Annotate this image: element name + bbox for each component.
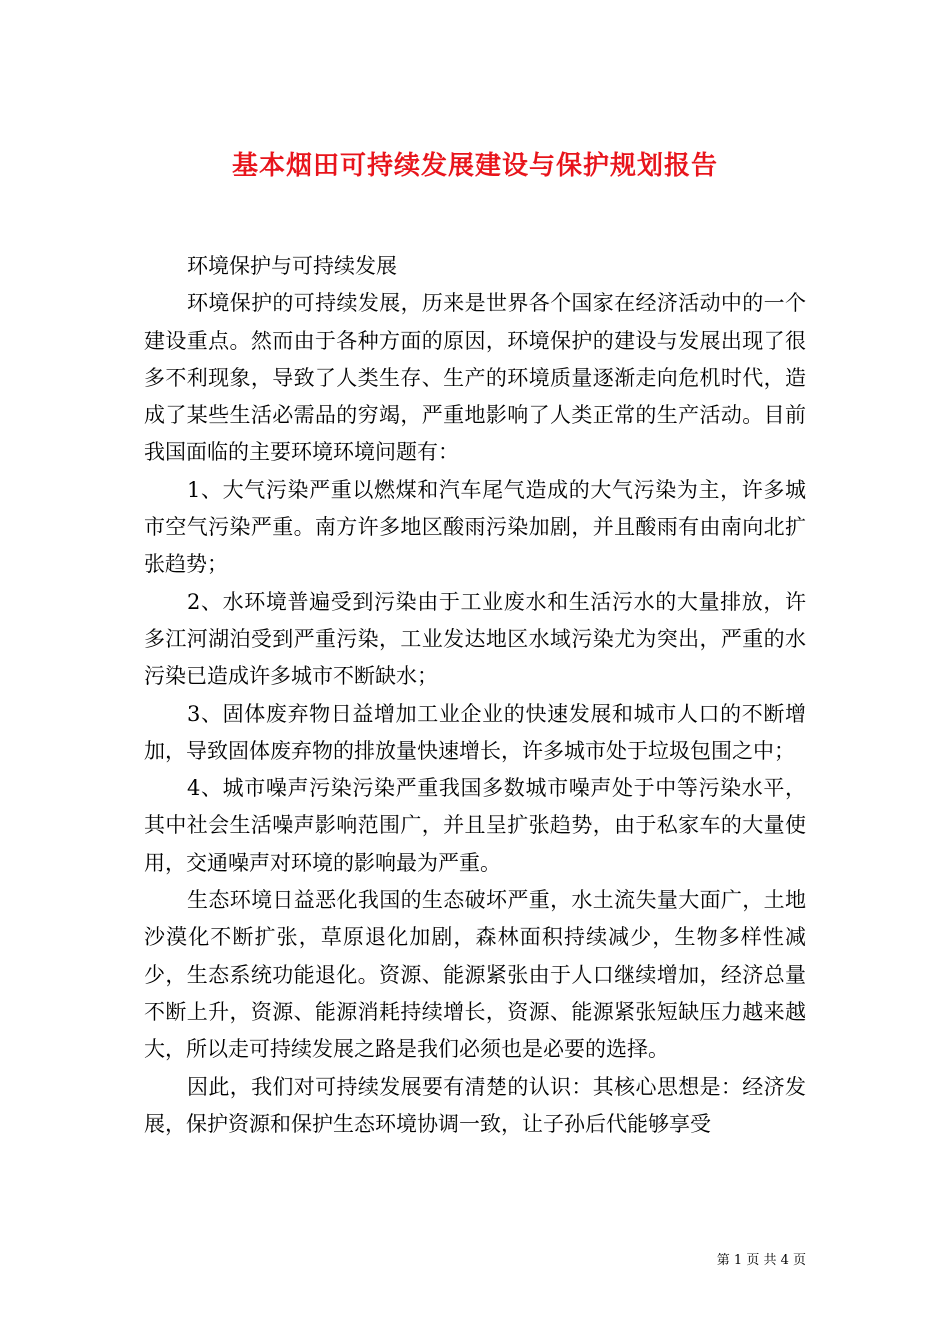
paragraph-solid-waste: 3、固体废弃物日益增加工业企业的快速发展和城市人口的不断增加，导致固体废弃物的排放量快速增长，许多城市处于垃圾包围之中； (144, 701, 806, 763)
document-title: 基本烟田可持续发展建设与保护规划报告 (231, 151, 718, 182)
paragraph-noise-pollution: 4、城市噪声污染污染严重我国多数城市噪声处于中等污染水平，其中社会生活噪声影响范围广，并且呈扩张趋势，由于私家车的大量使用，交通噪声对环境的影响最为严重。 (144, 776, 806, 875)
paragraph-intro: 环境保护的可持续发展，历来是世界各个国家在经济活动中的一个建设重点。然而由于各种方面的原因，环境保护的建设与发展出现了很多不利现象，导致了人类生存、生产的环境质量逐渐走向危机时代，造成了某些生活必需品的穷竭，严重地影响了人类正常的生产活动。目前我国面临的主要环境环境问题有： (144, 291, 806, 465)
paragraph-ecology: 生态环境日益恶化我国的生态破坏严重，水土流失量大面广，土地沙漠化不断扩张，草原退化加剧，森林面积持续减少，生物多样性减少，生态系统功能退化。资源、能源紧张由于人口继续增加，经济总量不断上升，资源、能源消耗持续增长，资源、能源紧张短缺压力越来越大，所以走可持续发展之路是我们必须也是必要的选择。 (144, 888, 806, 1062)
paragraph-conclusion: 因此，我们对可持续发展要有清楚的认识：其核心思想是：经济发展，保护资源和保护生态环境协调一致，让子孙后代能够享受 (144, 1074, 806, 1136)
paragraph-air-pollution: 1、大气污染严重以燃煤和汽车尾气造成的大气污染为主，许多城市空气污染严重。南方许多地区酸雨污染加剧，并且酸雨有由南向北扩张趋势； (144, 477, 806, 577)
paragraph-water-pollution: 2、水环境普遍受到污染由于工业废水和生活污水的大量排放，许多江河湖泊受到严重污染，工业发达地区水域污染尤为突出，严重的水污染已造成许多城市不断缺水； (144, 589, 806, 689)
document-body (144, 248, 806, 1143)
section-heading: 环境保护与可持续发展 (187, 254, 397, 278)
page-number: 第 1 页 共 4 页 (716, 1253, 806, 1268)
